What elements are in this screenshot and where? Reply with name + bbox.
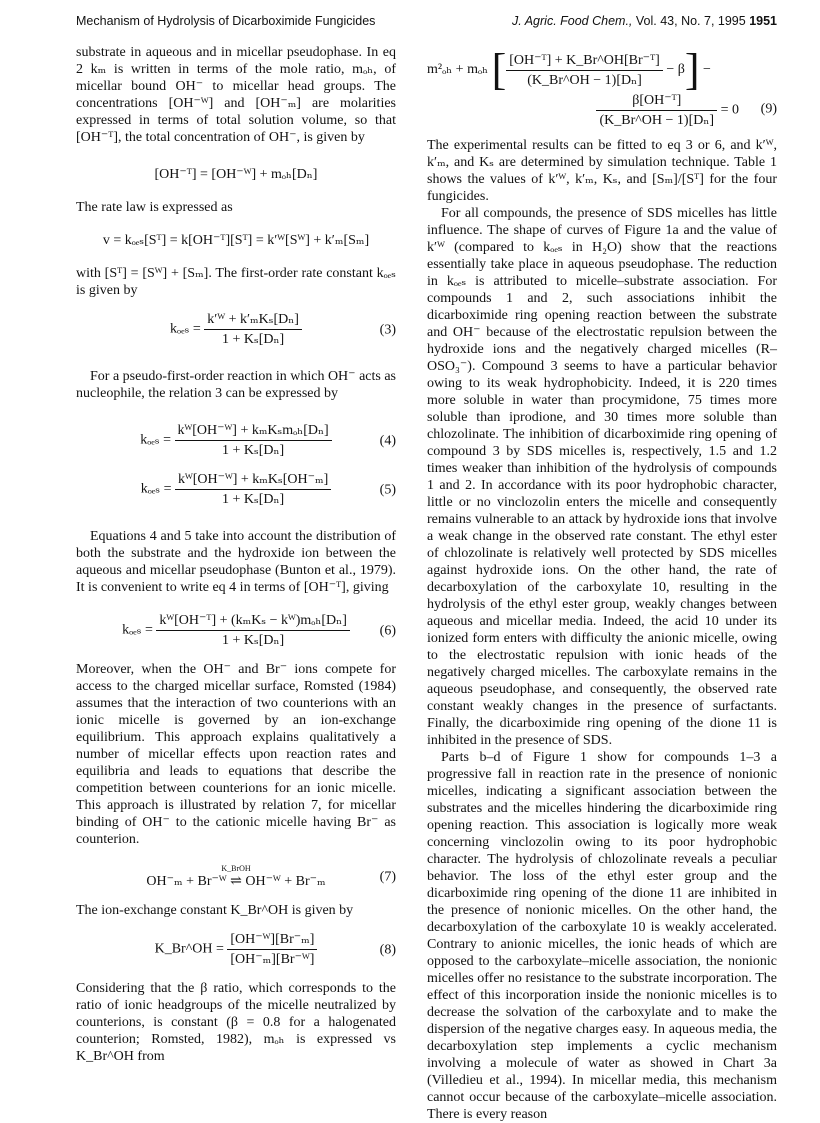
eq4-denominator: 1 + Kₛ[Dₙ] xyxy=(222,443,285,458)
paragraph: The experimental results can be fitted to eq 3 or 6, and k′ᵂ, k′ₘ, and Kₛ are determined by simulation technique. Table 1 shows the values of k′ᵂ, k′ₘ, Kₛ, and [Sₘ]/[Sᵀ] for the four fungicides. xyxy=(427,138,777,204)
equation-3 xyxy=(76,311,396,348)
left-column xyxy=(76,44,396,1065)
equation-number: (3) xyxy=(379,322,396,337)
paragraph: For a pseudo-first-order reaction in which OH⁻ acts as nucleophile, the relation 3 can be expressed by xyxy=(76,369,396,401)
paragraph: Parts b–d of Figure 1 show for compounds 1–3 a progressive fall in reaction rate in the presence of nonionic micelles, indicating a significant association between the substrates and the micelles hindering the dicarboximide ring opening reaction. This association is logically more weak concerning vinclozolin owing to its poor hydrophobic character. The hydrolysis of chlozolinate reveals a peculiar behavior. The loss of the ethyl ester group and the dicarboximide ring opening of the dione 11 are inhibited in the presence of nonionic micelles. On the other hand, the decarboxylation of the carboxylate 10 is weakly accelerated. Contrary to anionic micelles, the ionic heads of which are opposed to the carboxylate–micelle association, the nonionic micelles offer no resistance to the substrate incorporation. The effect of this incorporation inside the nonionic micelles is to decrease the solvation of the carboxylate and to make the dispersion of the negative charges easy. In aqueous media, the decarboxylation step implements a cyclic mechanism involving a molecule of water as showed in Chart 3a (Villedieu et al., 1994). In micellar media, this mechanism cannot occur because of the carboxylate–micelle association. There is every reason xyxy=(427,750,777,1122)
equation-number: (9) xyxy=(760,101,777,117)
eq5-numerator: kᵂ[OH⁻ᵂ] + kₘKₛ[OH⁻ₘ] xyxy=(175,471,331,490)
equation-total-oh: [OH⁻ᵀ] = [OH⁻ᵂ] + mₒₕ[Dₙ] xyxy=(154,167,318,182)
equation-8 xyxy=(76,931,396,968)
eq4-numerator: kᵂ[OH⁻ᵂ] + kₘKₛmₒₕ[Dₙ] xyxy=(175,422,332,441)
eq8-denominator: [OH⁻ₘ][Br⁻ᵂ] xyxy=(230,952,315,967)
equation-7 xyxy=(76,864,396,890)
equation-number: (4) xyxy=(379,433,396,448)
paragraph: Considering that the β ratio, which corresponds to the ratio of ionic headgroups of the micelle neutralized by counterions, is constant (β = 0.8 for a halogenated counterion; Romsted, 1982), mₒₕ is expressed vs K_Br^OH from xyxy=(76,981,396,1064)
paragraph: substrate in aqueous and in micellar pseudophase. In eq 2 kₘ is written in terms of the mole ratio, mₒₕ, of micellar bound OH⁻ to micellar head groups. The concentrations [OH⁻ᵂ] and [OH⁻ₘ] are molarities expressed in terms of total solution volume, so that [OH⁻ᵀ], the total concentration of OH⁻, is given by xyxy=(76,45,396,145)
equation-rate-law: v = kₒₑₛ[Sᵀ] = k[OH⁻ᵀ][Sᵀ] = k′ᵂ[Sᵂ] + k′ₘ[Sₘ] xyxy=(102,233,370,248)
eq6-denominator: 1 + Kₛ[Dₙ] xyxy=(222,633,285,648)
running-header-citation xyxy=(512,14,777,28)
journal-volume: Vol. 43, No. 7, 1995 xyxy=(635,14,746,28)
left-bracket-icon: [ xyxy=(491,45,507,94)
equation-number: (7) xyxy=(379,869,396,885)
eq3-numerator: k′ᵂ + k′ₘKₛ[Dₙ] xyxy=(204,311,302,330)
eq7-arrow-label: K_BrOH xyxy=(221,864,251,873)
eq8-numerator: [OH⁻ᵂ][Br⁻ₘ] xyxy=(227,931,317,950)
paragraph: The ion-exchange constant K_Br^OH is given by xyxy=(76,903,354,918)
eq9-end: = 0 xyxy=(720,102,739,118)
eq9-tail: − xyxy=(703,62,711,78)
eq9-inner-denominator: (K_Br^OH − 1)[Dₙ] xyxy=(527,72,642,88)
eq8-lhs: K_Br^OH = xyxy=(154,941,224,957)
eq9-denominator: (K_Br^OH − 1)[Dₙ] xyxy=(599,113,715,128)
paragraph: For all compounds, the presence of SDS micelles has little influence. The shape of curves of Figure 1a and the value of k′ᵂ (compared to kₒₑₛ in H₂O) show that the reactions essentially take place in aqueous pseudophase. The reduction in kₒₑₛ is attributed to micelle–substrate association. For compounds 1 and 2, such associations inhibit the dicarboximide ring opening reaction between the substrate and OH⁻ because of the electrostatic repulsion between the hydroxide ions and the negatively charged micelles (R–OSO₃⁻). Compound 3 seems to have a particular behavior owing to its weak hydrophobicity. Indeed, it is 220 times more soluble in water than procymidone, 75 times more soluble than iprodione, and 30 times more soluble than chlozolinate. The inhibition of dicarboximide ring opening of compound 3 by SDS micelles is, respectively, 1.5 and 1.2 times weaker than inhibition of the hydrolysis of compounds 1 and 2. In accordance with its poor hydrophobic character, little or no vinclozolin enters the micelle and consequently remains vulnerable to an attack by hydroxide ions that involve a weak change in the observed rate constant. The ethyl ester of chlozolinate is relatively well protected by SDS micelles against hydroxide ions. On the other hand, the rate of decarboxylation of the carboxylate 10, resulting in the hydrolysis of the ethyl ester group, weakly changes between aqueous and micellar media. Indeed, the acid 10 under its ionized form enters with difficulty the anionic micelle, owing to the electrostatic repulsion with ionic heads of the negatively charged micelles. The carboxylate remains in the aqueous pseudophase, and consequently, the observed rate constant weakly changes in the presence of surfactants. Finally, the dicarboximide ring opening of the dione 11 is inhibited in the presence of SDS. xyxy=(427,206,777,748)
paragraph: Moreover, when the OH⁻ and Br⁻ ions compete for access to the charged micellar surface, Romsted (1984) assumes that the interaction of two counterions with an ionic micelle is governed by an ion-exchange equilibrium. This approach explains qualitatively a number of micellar effects upon reaction rates and equilibria and leads to equations that describe the competition between counterions for an ionic micelle. This approach is illustrated by relation 7, for micellar binding of OH⁻ to the cationic micelle having Br⁻ as counterion. xyxy=(76,662,396,847)
paragraph: The rate law is expressed as xyxy=(76,200,233,215)
equation-number: (6) xyxy=(379,623,396,638)
paragraph: Equations 4 and 5 take into account the distribution of both the substrate and the hydroxide ion between the aqueous and micellar pseudophase (Bunton et al., 1979). It is convenient to write eq 4 in terms of [OH⁻ᵀ], giving xyxy=(76,529,396,595)
equation-5 xyxy=(76,471,396,508)
equation-number: (5) xyxy=(379,482,396,497)
equation-number: (8) xyxy=(379,942,396,957)
paragraph: with [Sᵀ] = [Sᵂ] + [Sₘ]. The first-order rate constant kₒₑₛ is given by xyxy=(76,266,396,298)
eq3-lhs: kₒₑₛ = xyxy=(170,321,201,337)
equation-6 xyxy=(76,612,396,649)
eq9-lead: m²ₒₕ + mₒₕ xyxy=(427,62,489,78)
equation-4 xyxy=(76,422,396,459)
eq4-lhs: kₒₑₛ = xyxy=(140,432,171,448)
right-column xyxy=(427,45,777,1123)
eq6-lhs: kₒₑₛ = xyxy=(122,622,153,638)
eq5-lhs: kₒₑₛ = xyxy=(140,481,172,497)
eq7-body: OH⁻ₘ + Br⁻ᵂ ⇌ OH⁻ᵂ + Br⁻ₘ xyxy=(146,874,326,889)
eq9-beta: − β xyxy=(666,62,685,78)
right-bracket-icon: ] xyxy=(684,45,700,94)
eq9-numerator: β[OH⁻ᵀ] xyxy=(596,92,717,111)
eq5-denominator: 1 + Kₛ[Dₙ] xyxy=(222,492,285,507)
running-header-title: Mechanism of Hydrolysis of Dicarboximide Fungicides xyxy=(76,14,376,28)
page-number: 1951 xyxy=(749,14,777,28)
eq3-denominator: 1 + Kₛ[Dₙ] xyxy=(222,332,285,347)
equation-9 xyxy=(427,45,777,129)
eq9-inner-numerator: [OH⁻ᵀ] + K_Br^OH[Br⁻ᵀ] xyxy=(506,52,663,71)
journal-name: J. Agric. Food Chem., xyxy=(511,14,633,28)
eq6-numerator: kᵂ[OH⁻ᵀ] + (kₘKₛ − kᵂ)mₒₕ[Dₙ] xyxy=(156,612,350,631)
